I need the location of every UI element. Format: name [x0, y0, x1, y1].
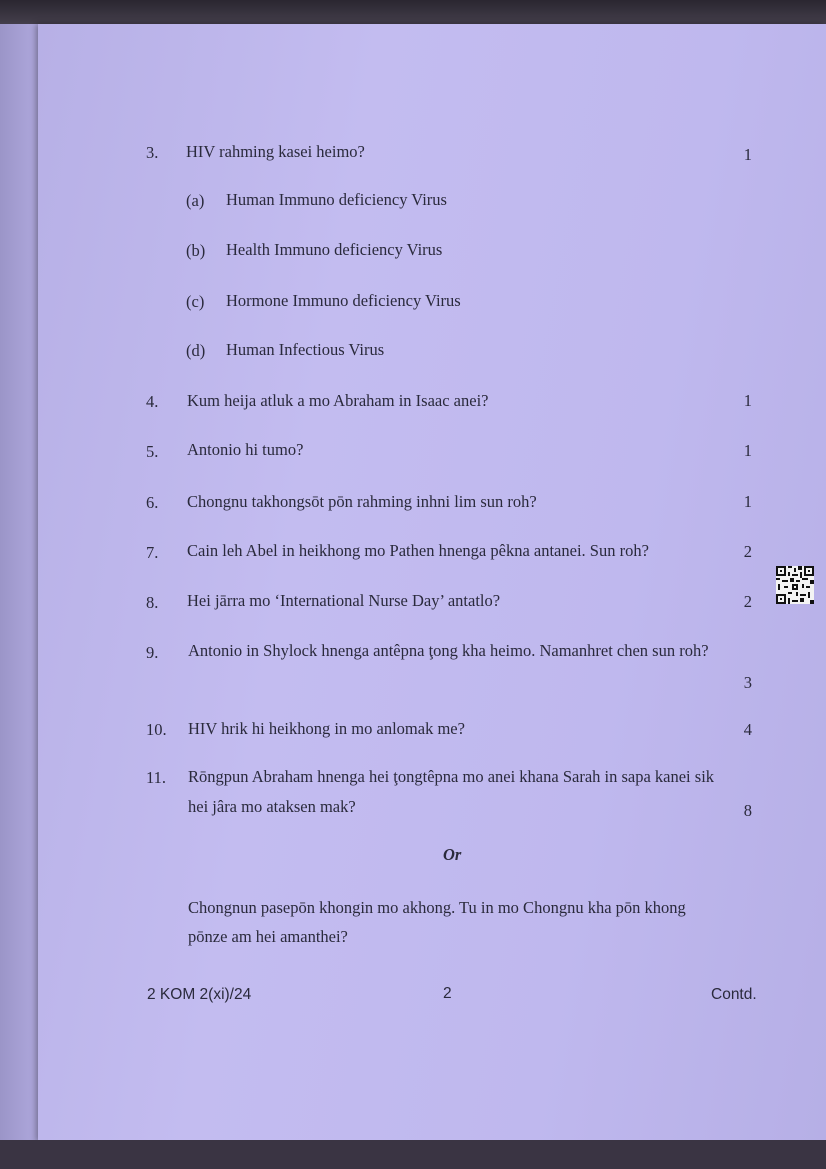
- option-a-text: Human Immuno deficiency Virus: [226, 190, 447, 209]
- page-number: 2: [443, 985, 452, 1002]
- question-11-marks: 8: [743, 801, 752, 820]
- question-3-text: HIV rahming kasei heimo?: [186, 142, 365, 161]
- alternative-question-line2: pōnze am hei amanthei?: [188, 927, 348, 946]
- question-4-number: 4.: [146, 392, 159, 411]
- question-8-number: 8.: [146, 593, 159, 612]
- question-11-number: 11.: [146, 768, 167, 787]
- or-label: Or: [443, 845, 462, 864]
- question-6-number: 6.: [146, 493, 159, 512]
- question-6-text: Chongnu takhongsōt pōn rahming inhni lim sun roh?: [187, 492, 537, 511]
- qr-code: [776, 566, 814, 604]
- question-5-marks: 1: [743, 441, 752, 460]
- question-3-marks: 1: [743, 145, 752, 164]
- option-a-label: (a): [186, 191, 205, 210]
- option-c-label: (c): [186, 292, 205, 311]
- option-d-text: Human Infectious Virus: [226, 340, 385, 359]
- question-3-number: 3.: [146, 143, 159, 162]
- question-4-marks: 1: [743, 391, 752, 410]
- option-d-label: (d): [186, 341, 206, 360]
- question-11-text-line1: Rōngpun Abraham hnenga hei ţongtêpna mo anei khana Sarah in sapa kanei sik: [188, 767, 715, 786]
- option-c-text: Hormone Immuno deficiency Virus: [226, 291, 461, 310]
- option-b-text: Health Immuno deficiency Virus: [226, 240, 443, 259]
- question-10-marks: 4: [743, 720, 752, 739]
- photo-background-bottom: [0, 1140, 826, 1169]
- question-7-text: Cain leh Abel in heikhong mo Pathen hnenga pêkna antanei. Sun roh?: [187, 541, 649, 560]
- question-11-text-line2: hei jâra mo ataksen mak?: [188, 797, 356, 816]
- question-9-number: 9.: [146, 643, 159, 662]
- question-6-marks: 1: [743, 492, 752, 511]
- question-10-text: HIV hrik hi heikhong in mo anlomak me?: [188, 719, 465, 738]
- question-9-text: Antonio in Shylock hnenga antêpna ţong kha heimo. Namanhret chen sun roh?: [188, 641, 709, 660]
- question-7-marks: 2: [743, 542, 752, 561]
- question-4-text: Kum heija atluk a mo Abraham in Isaac anei?: [187, 391, 489, 410]
- question-8-marks: 2: [743, 592, 752, 611]
- question-5-number: 5.: [146, 442, 159, 461]
- page-left-edge: [0, 24, 40, 1142]
- question-7-number: 7.: [146, 543, 159, 562]
- question-10-number: 10.: [146, 720, 167, 739]
- contd-label: Contd.: [711, 986, 757, 1003]
- question-9-marks: 3: [743, 673, 752, 692]
- question-5-text: Antonio hi tumo?: [187, 440, 304, 459]
- question-8-text: Hei jārra mo ‘International Nurse Day’ antatlo?: [187, 591, 501, 610]
- paper-code: 2 KOM 2(xi)/24: [147, 986, 252, 1003]
- alternative-question-line1: Chongnun pasepōn khongin mo akhong. Tu in mo Chongnu kha pōn khong: [188, 898, 686, 917]
- option-b-label: (b): [186, 241, 206, 260]
